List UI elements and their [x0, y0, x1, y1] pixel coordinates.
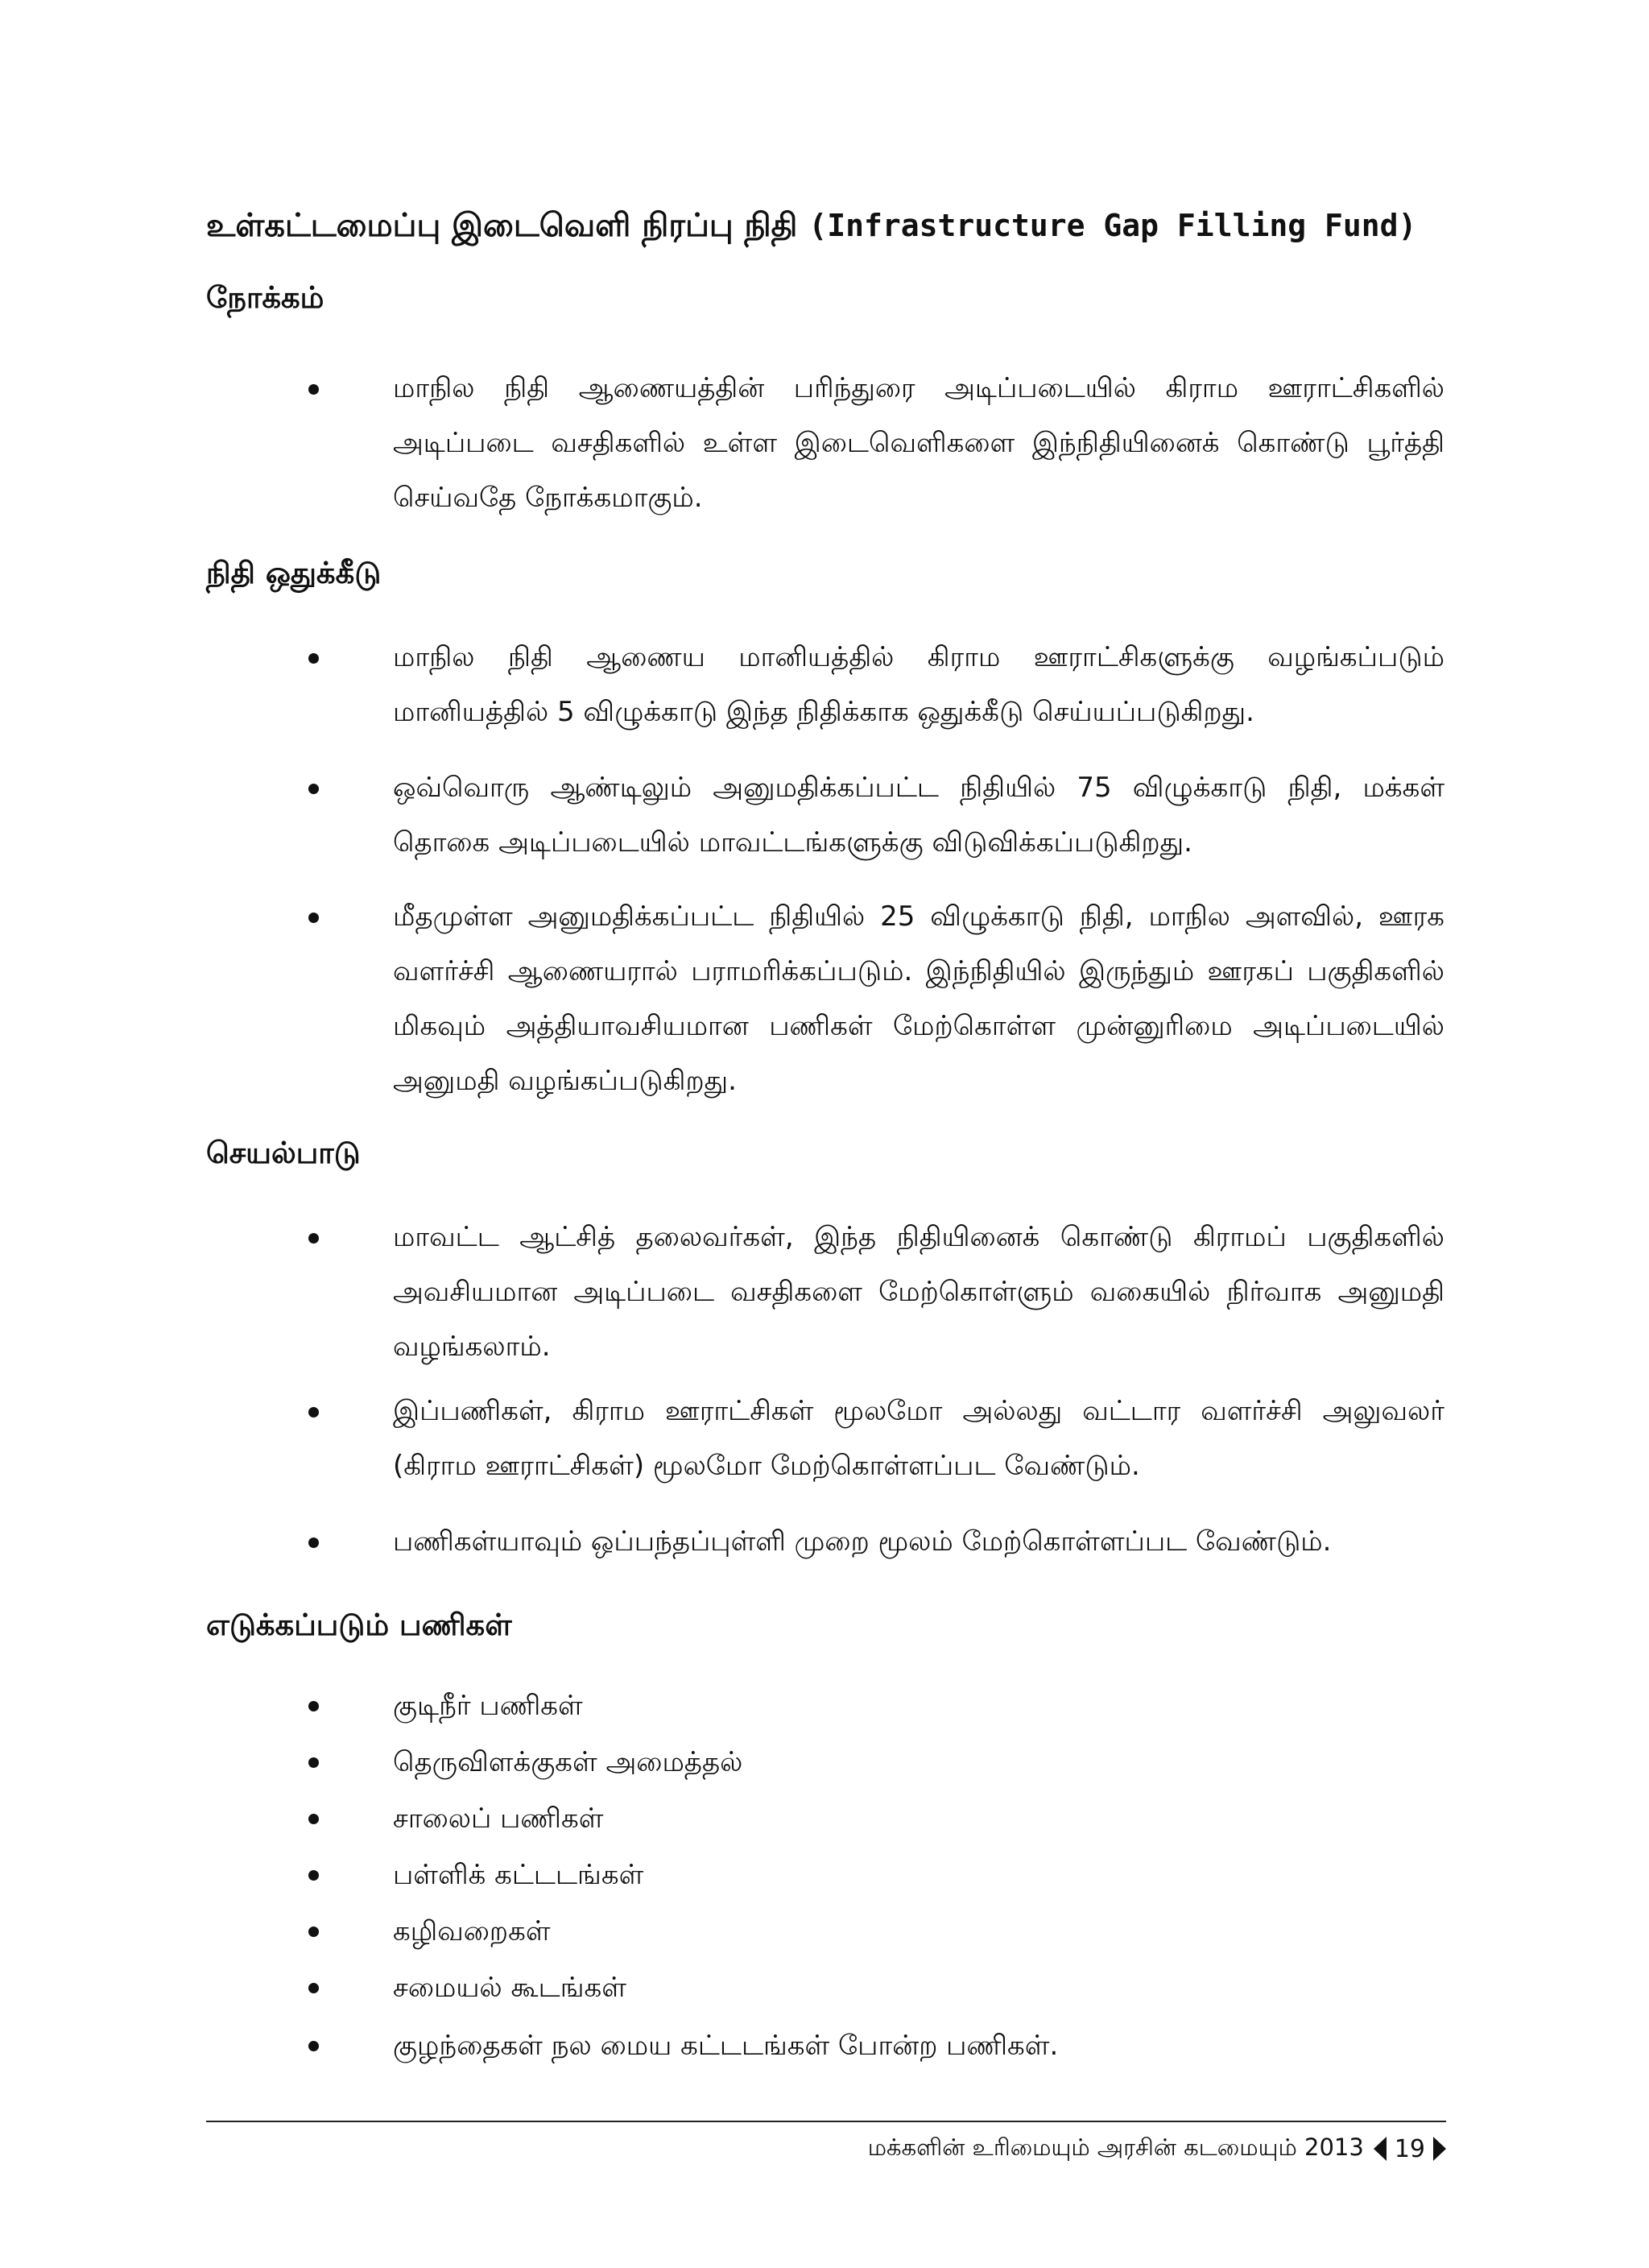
list-item: ஒவ்வொரு ஆண்டிலும் அனுமதிக்கப்பட்ட நிதியில் 75 விழுக்காடு நிதி, மக்கள் தொகை அடிப்படையில் மாவட்டங்களுக்கு விடுவிக்கப்படுகிறது.	[309, 760, 1444, 870]
list-item: குடிநீர் பணிகள்	[309, 1683, 1444, 1728]
section-heading-works: எடுக்கப்படும் பணிகள்	[206, 1608, 512, 1642]
list-item: மாநில நிதி ஆணையத்தின் பரிந்துரை அடிப்படையில் கிராம ஊராட்சிகளில் அடிப்படை வசதிகளில் உள்ள இடைவெளிகளை இந்நிதியினைக் கொண்டு பூர்த்தி செய்வதே நோக்கமாகும்.	[309, 361, 1444, 525]
list-item: சாலைப் பணிகள்	[309, 1796, 1444, 1841]
list-item: மாநில நிதி ஆணைய மானியத்தில் கிராம ஊராட்சிகளுக்கு வழங்கப்படும் மானியத்தில் 5 விழுக்காடு இந்த நிதிக்காக ஒதுக்கீடு செய்யப்படுகிறது.	[309, 630, 1444, 739]
list-item: கழிவறைகள்	[309, 1909, 1444, 1954]
section-heading-allocation: நிதி ஒதுக்கீடு	[206, 556, 382, 590]
page-number: 19	[1394, 2134, 1425, 2163]
section-heading-objective: நோக்கம்	[206, 280, 324, 315]
triangle-left-icon	[1374, 2137, 1387, 2161]
footer-divider	[206, 2121, 1446, 2122]
title-tamil: உள்கட்டமைப்பு இடைவெளி நிரப்பு நிதி	[206, 207, 798, 244]
footer-book-title: மக்களின் உரிமையும் அரசின் கடமையும் 2013	[867, 2133, 1364, 2161]
section-heading-implementation: செயல்பாடு	[206, 1136, 361, 1170]
list-item: மாவட்ட ஆட்சித் தலைவர்கள், இந்த நிதியினைக் கொண்டு கிராமப் பகுதிகளில் அவசியமான அடிப்படை வசதிகளை மேற்கொள்ளும் வகையில் நிர்வாக அனுமதி வழங்கலாம்.	[309, 1210, 1444, 1374]
list-item: பணிகள்யாவும் ஒப்பந்தப்புள்ளி முறை மூலம் மேற்கொள்ளப்பட வேண்டும்.	[309, 1514, 1444, 1569]
title-english: (Infrastructure Gap Filling Fund)	[808, 208, 1417, 243]
page-title	[206, 201, 1462, 250]
list-item: சமையல் கூடங்கள்	[309, 1965, 1444, 2010]
list-item: இப்பணிகள், கிராம ஊராட்சிகள் மூலமோ அல்லது வட்டார வளர்ச்சி அலுவலர் (கிராம ஊராட்சிகள்) மூலமோ மேற்கொள்ளப்பட வேண்டும்.	[309, 1384, 1444, 1493]
page-footer	[868, 2129, 1446, 2168]
list-item: தெருவிளக்குகள் அமைத்தல்	[309, 1740, 1444, 1785]
list-item: மீதமுள்ள அனுமதிக்கப்பட்ட நிதியில் 25 விழுக்காடு நிதி, மாநில அளவில், ஊரக வளர்ச்சி ஆணையரால் பராமரிக்கப்படும். இந்நிதியில் இருந்தும் ஊரகப் பகுதிகளில் மிகவும் அத்தியாவசியமான பணிகள் மேற்கொள்ள முன்னுரிமை அடிப்படையில் அனுமதி வழங்கப்படுகிறது.	[309, 889, 1444, 1108]
triangle-right-icon	[1433, 2137, 1446, 2161]
list-item: குழந்தைகள் நல மைய கட்டடங்கள் போன்ற பணிகள்.	[309, 2023, 1444, 2068]
list-item: பள்ளிக் கட்டடங்கள்	[309, 1852, 1444, 1898]
